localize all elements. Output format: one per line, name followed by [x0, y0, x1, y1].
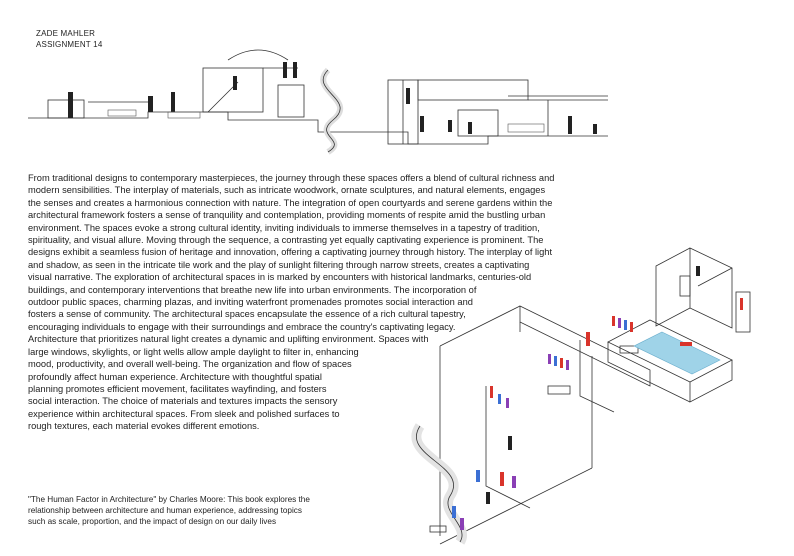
body-line: planning promotes efficient movement, facilitates wayfinding, and fosters: [28, 383, 327, 394]
body-line: the senses and creates a harmonious connection with nature. The integration of open courtyards and serene gardens within the: [28, 197, 553, 208]
body-line: rough textures, each material evokes different emotions.: [28, 421, 260, 432]
axonometric-drawing: [380, 236, 794, 556]
author-name: ZADE MAHLER: [36, 29, 96, 38]
body-line: architectural framework fosters a sense of tranquility and contemplation, providing moments of respite amid the bustling urban: [28, 210, 546, 221]
body-line: encouraging individuals to engage with their surroundings and embrace the country's captivating legacy.: [28, 321, 456, 332]
body-line: buildings, and contemporary interventions that breathe new life into urban environments. The incorporation of: [28, 284, 477, 295]
body-line: Architecture that prioritizes natural light creates a dynamic and uplifting environment. Spaces with: [28, 334, 429, 345]
body-line: mood, productivity, and overall well-being. The organization and flow of spaces: [28, 359, 352, 370]
body-line: fosters a sense of community. The architectural spaces encapsulate the essence of a rich cultural tapestry,: [28, 309, 466, 320]
body-line: spirituality, and visual allure. Moving through the sequence, a contrasting yet equally captivating experience is prominent. The: [28, 235, 544, 246]
body-line: visual narrative. The exploration of architectural spaces in is marked by encounters with historical landmarks, centuries-old: [28, 272, 532, 283]
body-line: profoundly affect human experience. Architecture with thoughtful spatial: [28, 371, 322, 382]
reference-quote: [28, 494, 388, 527]
assignment-label: ASSIGNMENT 14: [36, 40, 103, 49]
quote-line: "The Human Factor in Architecture" by Charles Moore: This book explores the: [28, 495, 310, 504]
body-line: and shadow, as seen in the intricate tile work and the play of sunlight filtering through narrow streets, creates a captivating: [28, 259, 530, 270]
body-line: experience within architectural spaces. From sleek and polished surfaces to: [28, 408, 340, 419]
body-line: From traditional designs to contemporary masterpieces, the journey through these spaces offers a blend of cultural richness and: [28, 173, 555, 183]
body-line: designs exhibit a seamless fusion of heritage and innovation, offering a captivating journey through history. The interplay of light: [28, 247, 553, 258]
body-line: social interaction. The choice of materials and textures impacts the sensory: [28, 396, 338, 407]
body-line: environment. The spaces evoke a strong cultural identity, inviting individuals to immerse themselves in a tapestry of tradition,: [28, 222, 540, 233]
quote-line: relationship between architecture and human experience, addressing topics: [28, 506, 302, 515]
body-line: modern sensibilities. The interplay of materials, such as intricate woodwork, ornate sculptures, and natural elements, engages: [28, 185, 546, 196]
body-line: outdoor public spaces, charming plazas, and inviting waterfront promenades promotes social interaction and: [28, 297, 473, 308]
quote-line: such as scale, proportion, and the impact of design on our daily lives: [28, 517, 277, 526]
body-line: large windows, skylights, or light wells allow ample daylight to filter in, enhancing: [28, 346, 359, 357]
section-drawing: [28, 40, 608, 160]
